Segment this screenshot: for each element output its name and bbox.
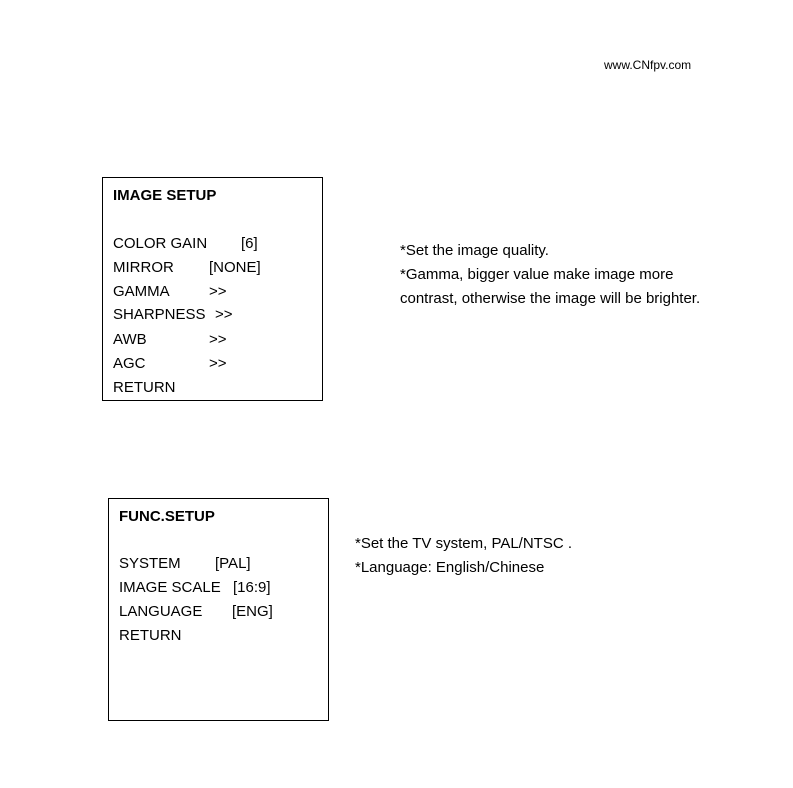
menu-item-value: [PAL] <box>215 555 251 572</box>
menu-item-label: LANGUAGE <box>119 603 203 620</box>
func-setup-note-1: *Set the TV system, PAL/NTSC . <box>355 535 573 552</box>
menu-item-label: AWB <box>113 331 147 348</box>
website-url: www.CNfpv.com <box>604 58 692 72</box>
image-setup-title: IMAGE SETUP <box>113 187 217 204</box>
image-setup-note-3: contrast, otherwise the image will be brighter. <box>400 290 701 307</box>
menu-item-label: SHARPNESS <box>113 306 206 323</box>
menu-item-value: >> <box>209 283 227 300</box>
image-setup-note-1: *Set the image quality. <box>400 242 549 259</box>
menu-item-value: [NONE] <box>209 259 261 276</box>
menu-item-label: SYSTEM <box>119 555 181 572</box>
menu-item-value: >> <box>209 331 227 348</box>
func-setup-title: FUNC.SETUP <box>119 508 215 525</box>
func-setup-menu <box>108 498 329 721</box>
menu-item-value: >> <box>209 355 227 372</box>
image-setup-menu <box>102 177 323 401</box>
menu-item-label: GAMMA <box>113 283 170 300</box>
menu-item-value: >> <box>215 306 233 323</box>
menu-item-label: RETURN <box>119 627 182 644</box>
menu-item-label: AGC <box>113 355 146 372</box>
menu-item-label: RETURN <box>113 379 176 396</box>
menu-item-value: [6] <box>241 235 258 252</box>
menu-item-label: IMAGE SCALE <box>119 579 221 596</box>
menu-item-label: MIRROR <box>113 259 174 276</box>
menu-item-label: COLOR GAIN <box>113 235 208 252</box>
func-setup-note-2: *Language: English/Chinese <box>355 559 545 576</box>
menu-item-value: [16:9] <box>233 579 271 596</box>
image-setup-note-2: *Gamma, bigger value make image more <box>400 266 674 283</box>
menu-item-value: [ENG] <box>232 603 273 620</box>
